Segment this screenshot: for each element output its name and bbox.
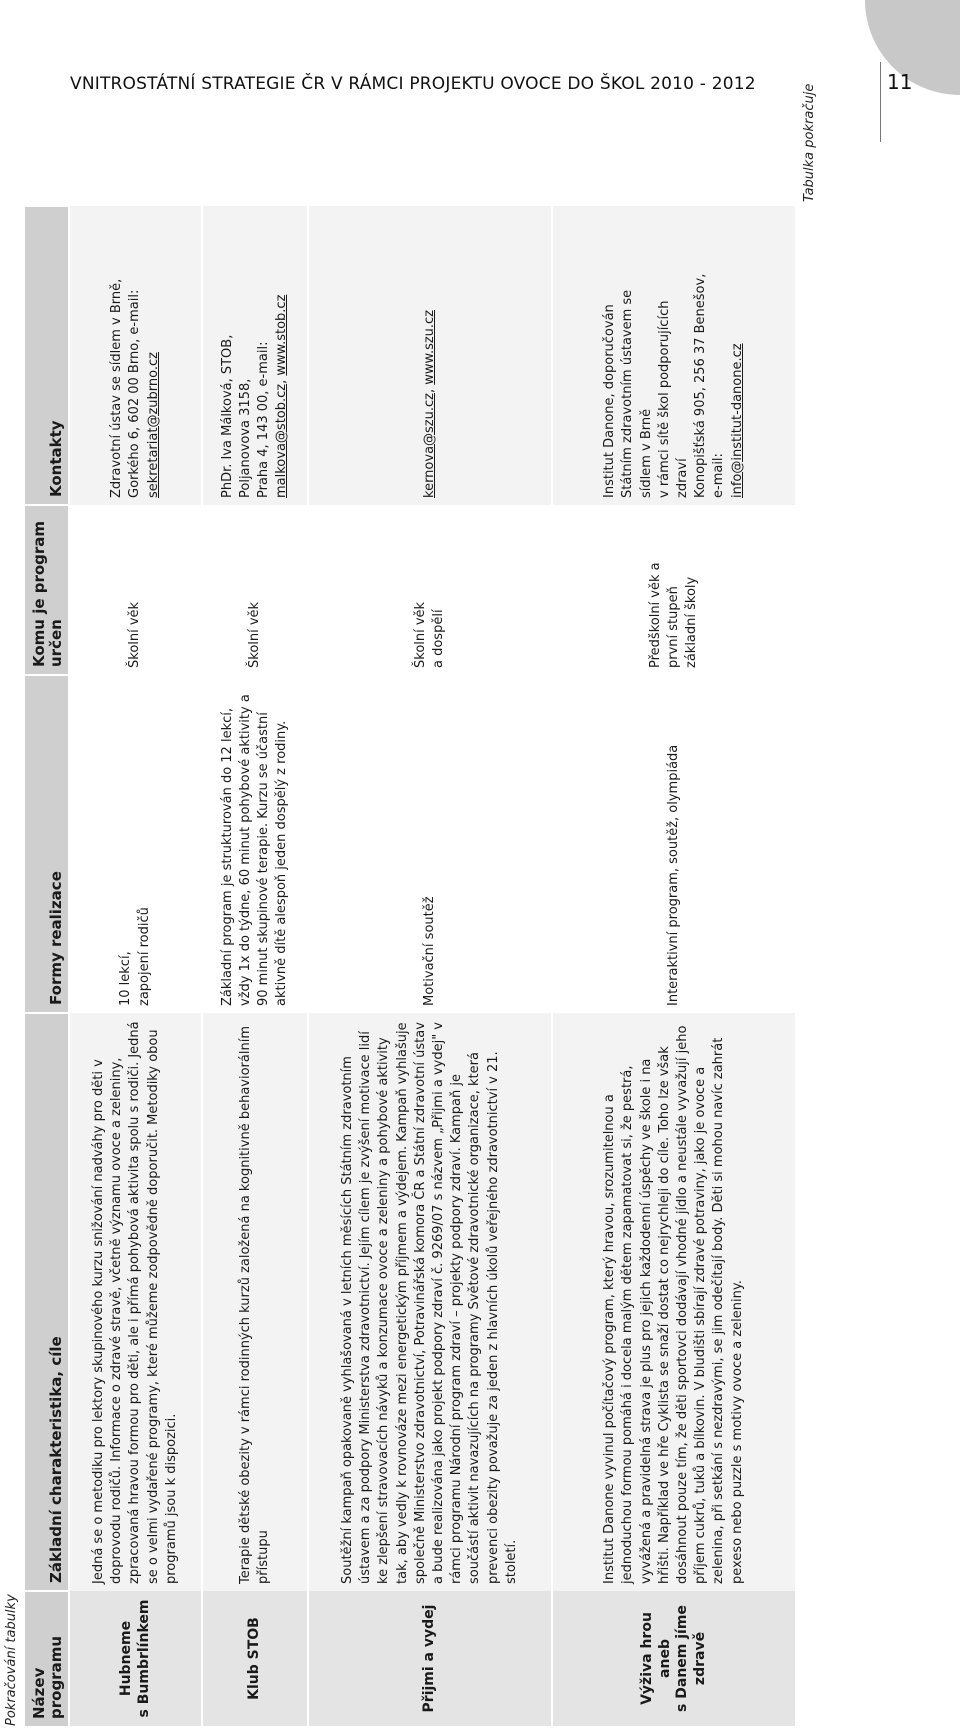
- contact-line: Institut Danone, doporučován: [602, 304, 618, 498]
- contact-line: Státním zdravotním ústavem se: [620, 289, 636, 498]
- program-contact: [552, 206, 795, 505]
- continued-note: Pokračování tabulky: [4, 1594, 19, 1726]
- programs-table: [25, 205, 795, 1726]
- program-name: [202, 1591, 308, 1726]
- col-header-target: Komu je program určen: [25, 505, 69, 675]
- col-header-name: Název programu: [25, 1591, 69, 1726]
- page-number: 11: [887, 70, 913, 94]
- contact-email-link[interactable]: info@institut-danone.cz: [729, 343, 745, 498]
- contact-line: Konopišťská 905, 256 37 Benešov,: [693, 273, 709, 498]
- program-name: [69, 1591, 202, 1726]
- contact-line: Gorkého 6, 602 00 Brno, e-mail:: [127, 289, 143, 498]
- program-contact: [202, 206, 308, 505]
- program-forms: [69, 675, 202, 1013]
- program-name: [308, 1591, 552, 1726]
- contact-line: Zdravotní ústav se sídlem v Brně,: [109, 278, 125, 498]
- contact-line: e-mail:: [711, 453, 727, 498]
- program-name-line: Hubneme: [118, 1620, 134, 1697]
- contact-web-link[interactable]: www.szu.cz: [421, 309, 437, 385]
- col-header-contacts: Kontakty: [25, 206, 69, 505]
- program-name-line: zdravě: [691, 1631, 708, 1686]
- program-contact: [69, 206, 202, 505]
- target-line: Školní věk: [246, 601, 262, 668]
- contact-email-link[interactable]: sekretariat@zubrno.cz: [145, 352, 161, 498]
- program-forms: Motivační soutěž: [308, 675, 552, 1013]
- program-name-line: Klub STOB: [246, 1617, 263, 1700]
- target-line: základní školy: [684, 576, 700, 668]
- table-row: [308, 206, 552, 1726]
- contact-line: zdraví: [675, 458, 690, 498]
- contact-line: sídlem v Brně: [638, 408, 654, 498]
- program-forms: Základní program je strukturován do 12 lekcí, vždy 1x do týdne, 60 minut pohybové aktivity a 90 minut skupinové terapie. Kurzu se účastní aktivně dítě alespoň jeden dospělý z rodiny.: [202, 675, 308, 1013]
- table-row: [202, 206, 308, 1726]
- table-row: [69, 206, 202, 1726]
- target-line: Předškolní věk a: [647, 562, 663, 668]
- target-line: Školní věk: [127, 601, 143, 668]
- target-line: první stupeň: [665, 586, 681, 668]
- forms-line: zapojení rodičů: [136, 907, 152, 1006]
- program-name-line: Přijmi a vydej: [421, 1604, 438, 1713]
- col-header-forms: Formy realizace: [25, 675, 69, 1013]
- contact-line: PhDr. Iva Málková, STOB,: [219, 334, 235, 498]
- program-target: [202, 505, 308, 675]
- program-name: [552, 1591, 795, 1726]
- program-target: [69, 505, 202, 675]
- program-description: Terapie dětské obezity v rámci rodinných kurzů založená na kognitivně behaviorálním přístupu: [202, 1013, 308, 1591]
- contact-line: v rámci sítě škol podporujících: [656, 300, 672, 498]
- program-target: [552, 505, 795, 675]
- table-header-row: [25, 206, 69, 1726]
- contact-line: Praha 4, 143 00, e-mail:: [256, 341, 271, 498]
- target-line: Školní věk: [412, 601, 428, 668]
- contact-web-link[interactable]: www.stob.cz: [274, 294, 290, 376]
- target-line: a dospělí: [431, 609, 446, 668]
- col-header-description: Základní charakteristika, cíle: [25, 1013, 69, 1591]
- forms-line: 10 lekcí,: [118, 951, 134, 1006]
- contact-line: Poljanovova 3158,: [237, 378, 253, 498]
- program-target: [308, 505, 552, 675]
- program-description: Soutěžní kampaň opakovaně vyhlašovaná v letních měsících Státním zdravotním ústavem a za podpory Ministerstva zdravotnictví. Jejím cílem je zvýšení motivace lidí ke zlepšení stravovacích návyků a konzumace ovoce a zeleniny a pohybové aktivity tak, aby vedly k rovnováze mezi energetickým příjmem a výdejem. Kampaň vyhlašuje společně Ministerstvo zdravotnictví, Potravinářská komora ČR a Státní zdravotní ústav a bude realizována jako projekt podpory zdraví č. 9269/07 s názvem „Přijmi a vydej" v rámci programu Národní program zdraví – projekty podpory zdraví. Kampaň je součástí aktivit navazujících na programy Světové zdravotnické organizace, která prevenci obezity považuje za jeden z hlavních úkolů veřejného zdravotnictví v 21. století.: [308, 1013, 552, 1591]
- contact-separator: ,: [274, 375, 290, 384]
- contact-email-link[interactable]: kernova@szu.cz: [421, 393, 437, 498]
- program-name-line: s Bumbrlínkem: [135, 1599, 152, 1718]
- running-header: VNITROSTÁTNÍ STRATEGIE ČR V RÁMCI PROJEKTU OVOCE DO ŠKOL 2010 - 2012: [70, 74, 756, 94]
- continues-note: Tabulka pokračuje: [802, 83, 817, 202]
- program-forms: Interaktivní program, soutěž, olympiáda: [552, 675, 795, 1013]
- program-name-line: Výživa hrou aneb: [639, 1612, 673, 1705]
- contact-email-link[interactable]: malkova@stob.cz: [274, 383, 290, 498]
- contact-separator: ,: [421, 384, 437, 394]
- program-description: Institut Danone vyvinul počítačový program, který hravou, srozumitelnou a jednoduchou formou pomáhá i docela malým dětem zapamatovat si, že pestrá, vyvážená a pravidelná strava je plus pro jejich každodenní úspěchy ve škole i na hřišti. Například ve hře Cyklista se snaží dostat co nejrychleji do cíle. Toho lze však dosáhnout pouze tím, že děti sportovci dodávají vhodné jídlo a neustále vyvažují jeho příjem cukrů, tuků a bílkovin. V bludišti sbírají zdravé potraviny, jako je ovoce a zelenina, při setkání s nezdravými, se jim odečítají body. Děti si mohou navíc zahrát pexeso nebo puzzle s motivy ovoce a zeleniny.: [552, 1013, 795, 1591]
- program-name-line: s Danem jíme: [674, 1605, 690, 1712]
- program-contact: [308, 206, 552, 505]
- table-row: [552, 206, 795, 1726]
- program-description: Jedná se o metodiku pro lektory skupinového kurzu snižování nadváhy pro děti v doprovodu rodičů. Informace o zdravé stravě, včetně významu ovoce a zeleniny, zpracovaná hravou formou pro děti, ale i přímá pohybová aktivita spolu s rodiči. Jedná se o velmi vydařené programy, které můžeme zodpovědně doporučit. Metodiky obou programů jsou k dispozici.: [69, 1013, 202, 1591]
